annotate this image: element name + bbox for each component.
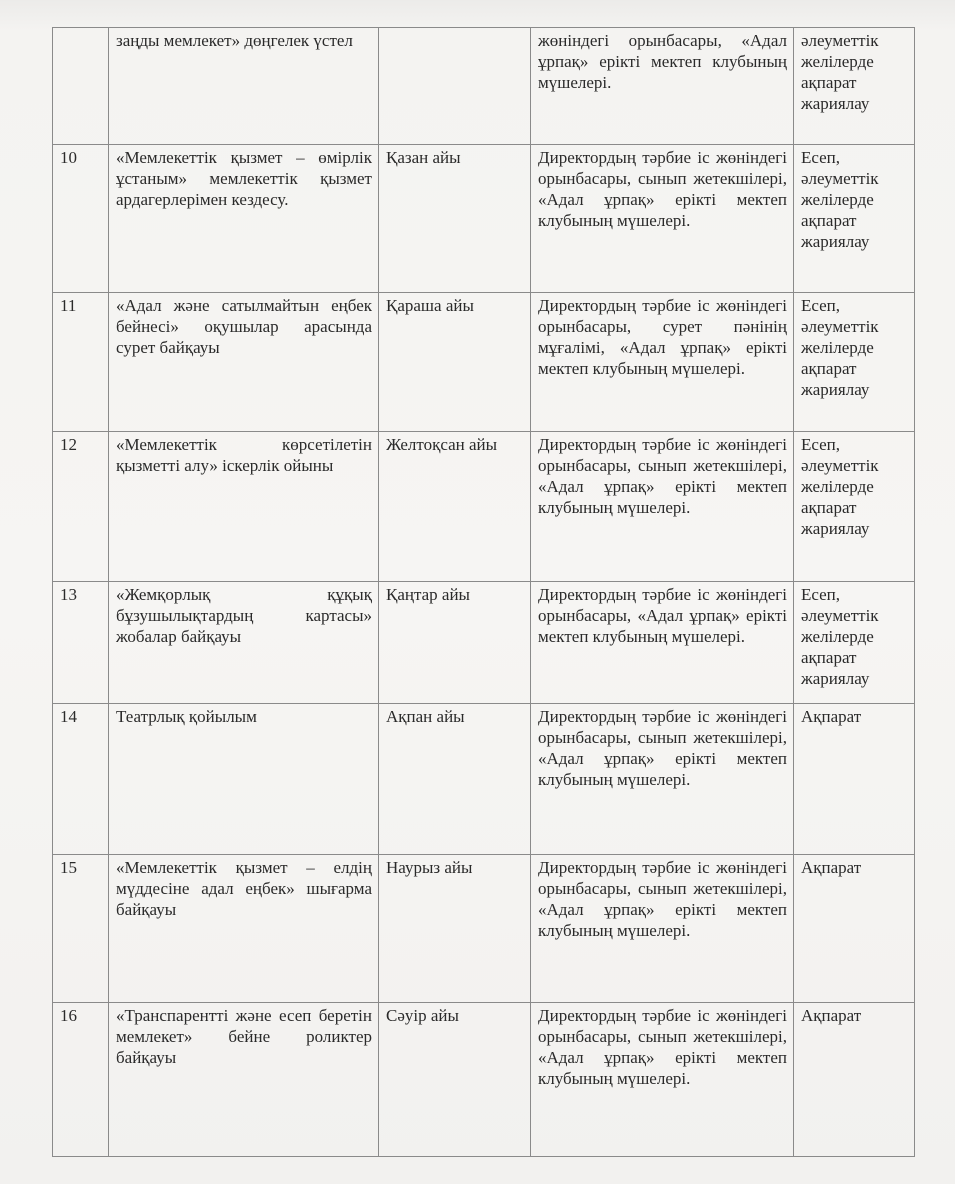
table-row (53, 704, 915, 855)
event-date: Қазан айы (379, 145, 531, 293)
event-text: заңды мемлекет» дөңгелек үстел (116, 31, 353, 50)
table-row (53, 855, 915, 1003)
event-name (109, 28, 379, 145)
table-row (53, 28, 915, 145)
responsible (531, 293, 794, 432)
responsible (531, 1003, 794, 1157)
event-text: «Мемлекеттік қызмет – елдің мүддесіне адал еңбек» шығарма байқауы (116, 858, 372, 919)
event-name (109, 704, 379, 855)
event-text: «Транспарентті және есеп беретін мемлекет» бейне роликтер байқауы (116, 1006, 372, 1067)
responsible-text: Директордың тәрбие іс жөніндегі орынбасары, сынып жетекшілері, «Адал ұрпақ» ерікті мектеп клубының мүшелері. (538, 858, 787, 940)
events-table (52, 27, 915, 1157)
event-text: «Мемлекеттік көрсетілетін қызметті алу» іскерлік ойыны (116, 435, 372, 475)
table-row (53, 1003, 915, 1157)
event-date (379, 28, 531, 145)
table-row (53, 293, 915, 432)
responsible (531, 145, 794, 293)
responsible-text: жөніндегі орынбасары, «Адал ұрпақ» ерікті мектеп клубының мүшелері. (538, 31, 787, 92)
result-form: Ақпарат (794, 1003, 915, 1157)
responsible (531, 704, 794, 855)
event-name (109, 145, 379, 293)
row-number: 16 (53, 1003, 109, 1157)
result-form: әлеуметтік желілерде ақпарат жариялау (794, 28, 915, 145)
event-date: Желтоқсан айы (379, 432, 531, 582)
event-name (109, 855, 379, 1003)
responsible-text: Директордың тәрбие іс жөніндегі орынбасары, сынып жетекшілері, «Адал ұрпақ» ерікті мектеп клубының мүшелері. (538, 435, 787, 517)
event-date: Ақпан айы (379, 704, 531, 855)
event-text: «Адал және сатылмайтын еңбек бейнесі» оқушылар арасында сурет байқауы (116, 296, 372, 357)
row-number (53, 28, 109, 145)
event-name (109, 293, 379, 432)
event-date: Наурыз айы (379, 855, 531, 1003)
table-row (53, 145, 915, 293)
event-date: Қараша айы (379, 293, 531, 432)
event-name (109, 1003, 379, 1157)
row-number: 14 (53, 704, 109, 855)
responsible-text: Директордың тәрбие іс жөніндегі орынбасары, сурет пәнінің мұғалімі, «Адал ұрпақ» ерікті мектеп клубының мүшелері. (538, 296, 787, 378)
row-number: 15 (53, 855, 109, 1003)
event-text: «Мемлекеттік қызмет – өмірлік ұстаным» мемлекеттік қызмет ардагерлерімен кездесу. (116, 148, 372, 209)
event-text: «Жемқорлық құқық бұзушылықтардың картасы» жобалар байқауы (116, 585, 372, 646)
responsible-text: Директордың тәрбие іс жөніндегі орынбасары, сынып жетекшілері, «Адал ұрпақ» ерікті мектеп клубының мүшелері. (538, 707, 787, 789)
event-name (109, 432, 379, 582)
table-row (53, 582, 915, 704)
responsible (531, 855, 794, 1003)
event-name (109, 582, 379, 704)
result-form: Есеп, әлеуметтік желілерде ақпарат жариялау (794, 145, 915, 293)
row-number: 12 (53, 432, 109, 582)
event-text: Театрлық қойылым (116, 707, 257, 726)
table-row (53, 432, 915, 582)
responsible (531, 432, 794, 582)
result-form: Ақпарат (794, 855, 915, 1003)
responsible-text: Директордың тәрбие іс жөніндегі орынбасары, сынып жетекшілері, «Адал ұрпақ» ерікті мектеп клубының мүшелері. (538, 1006, 787, 1088)
row-number: 13 (53, 582, 109, 704)
result-form: Есеп, әлеуметтік желілерде ақпарат жариялау (794, 293, 915, 432)
row-number: 10 (53, 145, 109, 293)
responsible (531, 582, 794, 704)
responsible-text: Директордың тәрбие іс жөніндегі орынбасары, сынып жетекшілері, «Адал ұрпақ» ерікті мектеп клубының мүшелері. (538, 148, 787, 230)
row-number: 11 (53, 293, 109, 432)
result-form: Ақпарат (794, 704, 915, 855)
result-form: Есеп, әлеуметтік желілерде ақпарат жариялау (794, 582, 915, 704)
responsible (531, 28, 794, 145)
result-form: Есеп, әлеуметтік желілерде ақпарат жариялау (794, 432, 915, 582)
responsible-text: Директордың тәрбие іс жөніндегі орынбасары, «Адал ұрпақ» ерікті мектеп клубының мүшелері. (538, 585, 787, 646)
event-date: Сәуір айы (379, 1003, 531, 1157)
event-date: Қаңтар айы (379, 582, 531, 704)
